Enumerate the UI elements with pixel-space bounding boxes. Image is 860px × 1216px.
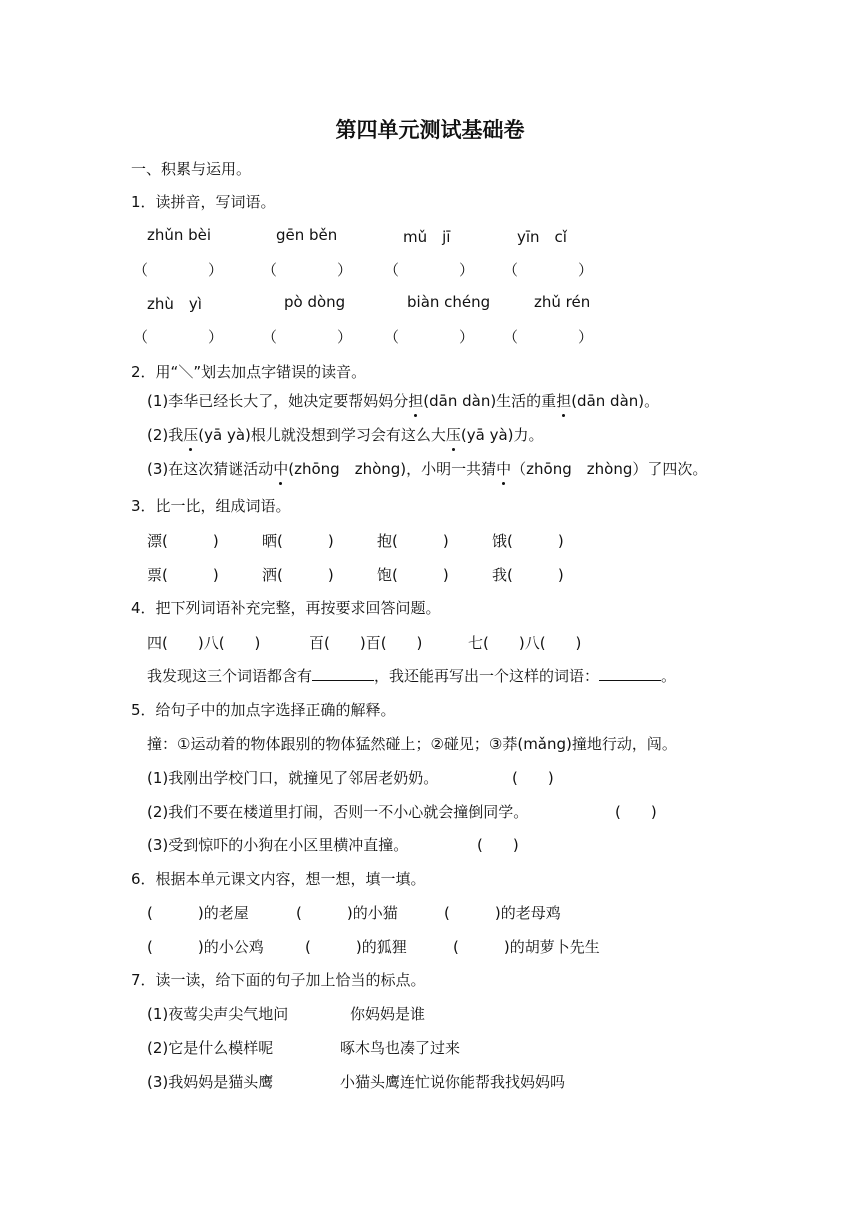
dotted-char: 担 [408, 392, 424, 410]
answer-blank[interactable]: ( ) [477, 836, 519, 854]
idiom: 四( )八( ) [147, 634, 261, 652]
word-group: 漂( ) [147, 532, 219, 550]
word-group: 票( ) [147, 566, 219, 584]
dotted-char: 压 [183, 426, 199, 444]
word-group: 抱( ) [377, 532, 449, 550]
pinyin-7: biàn chéng [407, 293, 491, 311]
fill-item: ( )的小公鸡 [147, 938, 264, 956]
sentence: (2)我们不要在楼道里打闹，否则一不小心就会撞倒同学。 [147, 803, 529, 821]
pinyin-8: zhǔ rén [534, 293, 591, 311]
question-6-stem: 6．根据本单元课文内容，想一想，填一填。 [131, 870, 426, 888]
pinyin-4: yīn cǐ [517, 228, 567, 246]
word-group: 饱( ) [377, 566, 449, 584]
fill-item: ( )的小猫 [296, 904, 398, 922]
pinyin-5: zhù yì [147, 295, 202, 313]
question-2-stem: 2．用“＼”划去加点字错误的读音。 [131, 363, 367, 381]
sentence-b: 啄木鸟也凑了过来 [340, 1039, 461, 1057]
question-3-stem: 3．比一比，组成词语。 [131, 497, 291, 515]
answer-blank[interactable]: （ ） [384, 261, 475, 279]
sentence: (3)受到惊吓的小狗在小区里横冲直撞。 [147, 836, 409, 854]
answer-blank[interactable]: （ ） [133, 261, 224, 279]
answer-line[interactable] [312, 666, 374, 681]
idiom: 七( )八( ) [468, 634, 582, 652]
question-5-stem: 5．给句子中的加点字选择正确的解释。 [131, 701, 396, 719]
fill-item: ( )的狐狸 [305, 938, 407, 956]
sentence-b: 小猫头鹰连忙说你能帮我找妈妈吗 [340, 1073, 566, 1091]
word-group: 晒( ) [262, 532, 334, 550]
question-2-line-3: (3)在这次猜谜活动中(zhōng zhòng)，小明一共猜中（zhōng zhòng）了四次。 [147, 460, 708, 478]
sentence-a: (1)夜莺尖声尖气地问 [147, 1005, 289, 1023]
answer-blank[interactable]: （ ） [503, 261, 594, 279]
word-group: 我( ) [492, 566, 564, 584]
question-7-stem: 7．读一读，给下面的句子加上恰当的标点。 [131, 971, 426, 989]
pinyin-3: mǔ jī [403, 228, 451, 246]
word-group: 饿( ) [492, 532, 564, 550]
answer-blank[interactable]: （ ） [133, 328, 224, 346]
dotted-char: 担 [556, 392, 572, 410]
sentence: (1)我刚出学校门口，就撞见了邻居老奶奶。 [147, 769, 439, 787]
fill-item: ( )的老屋 [147, 904, 249, 922]
answer-blank[interactable]: ( ) [615, 803, 657, 821]
fill-item: ( )的老母鸡 [444, 904, 561, 922]
answer-blank[interactable]: （ ） [262, 328, 353, 346]
sentence-a: (3)我妈妈是猫头鹰 [147, 1073, 274, 1091]
sentence-a: (2)它是什么模样呢 [147, 1039, 274, 1057]
pinyin-6: pò dòng [284, 293, 346, 311]
fill-item: ( )的胡萝卜先生 [453, 938, 600, 956]
dotted-char: 中 [273, 460, 289, 478]
answer-blank[interactable]: （ ） [262, 261, 353, 279]
pinyin-2: gēn běn [276, 226, 338, 244]
sentence-b: 你妈妈是谁 [350, 1005, 426, 1023]
question-1-stem: 1．读拼音，写词语。 [131, 193, 276, 211]
question-4-stem: 4．把下列词语补充完整，再按要求回答问题。 [131, 599, 441, 617]
dotted-char: 中 [496, 460, 512, 478]
idiom: 百( )百( ) [309, 634, 423, 652]
word-group: 洒( ) [262, 566, 334, 584]
dotted-char: 压 [445, 426, 461, 444]
answer-blank[interactable]: ( ) [512, 769, 554, 787]
page-title: 第四单元测试基础卷 [335, 118, 525, 142]
definition: 撞：①运动着的物体跟别的物体猛然碰上；②碰见；③莽(mǎng)撞地行动，闯。 [147, 735, 677, 753]
pinyin-1: zhǔn bèi [147, 226, 212, 244]
answer-blank[interactable]: （ ） [384, 328, 475, 346]
answer-line[interactable] [599, 666, 661, 681]
section-heading: 一、积累与运用。 [131, 160, 252, 178]
question-2-line-1: (1)李华已经长大了，她决定要帮妈妈分担(dān dàn)生活的重担(dān dàn)。 [147, 392, 660, 410]
answer-blank[interactable]: （ ） [503, 328, 594, 346]
question-4-ask: 我发现这三个词语都含有 ，我还能再写出一个这样的词语： 。 [147, 667, 677, 685]
question-2-line-2: (2)我压(yā yà)根儿就没想到学习会有这么大压(yā yà)力。 [147, 426, 544, 444]
